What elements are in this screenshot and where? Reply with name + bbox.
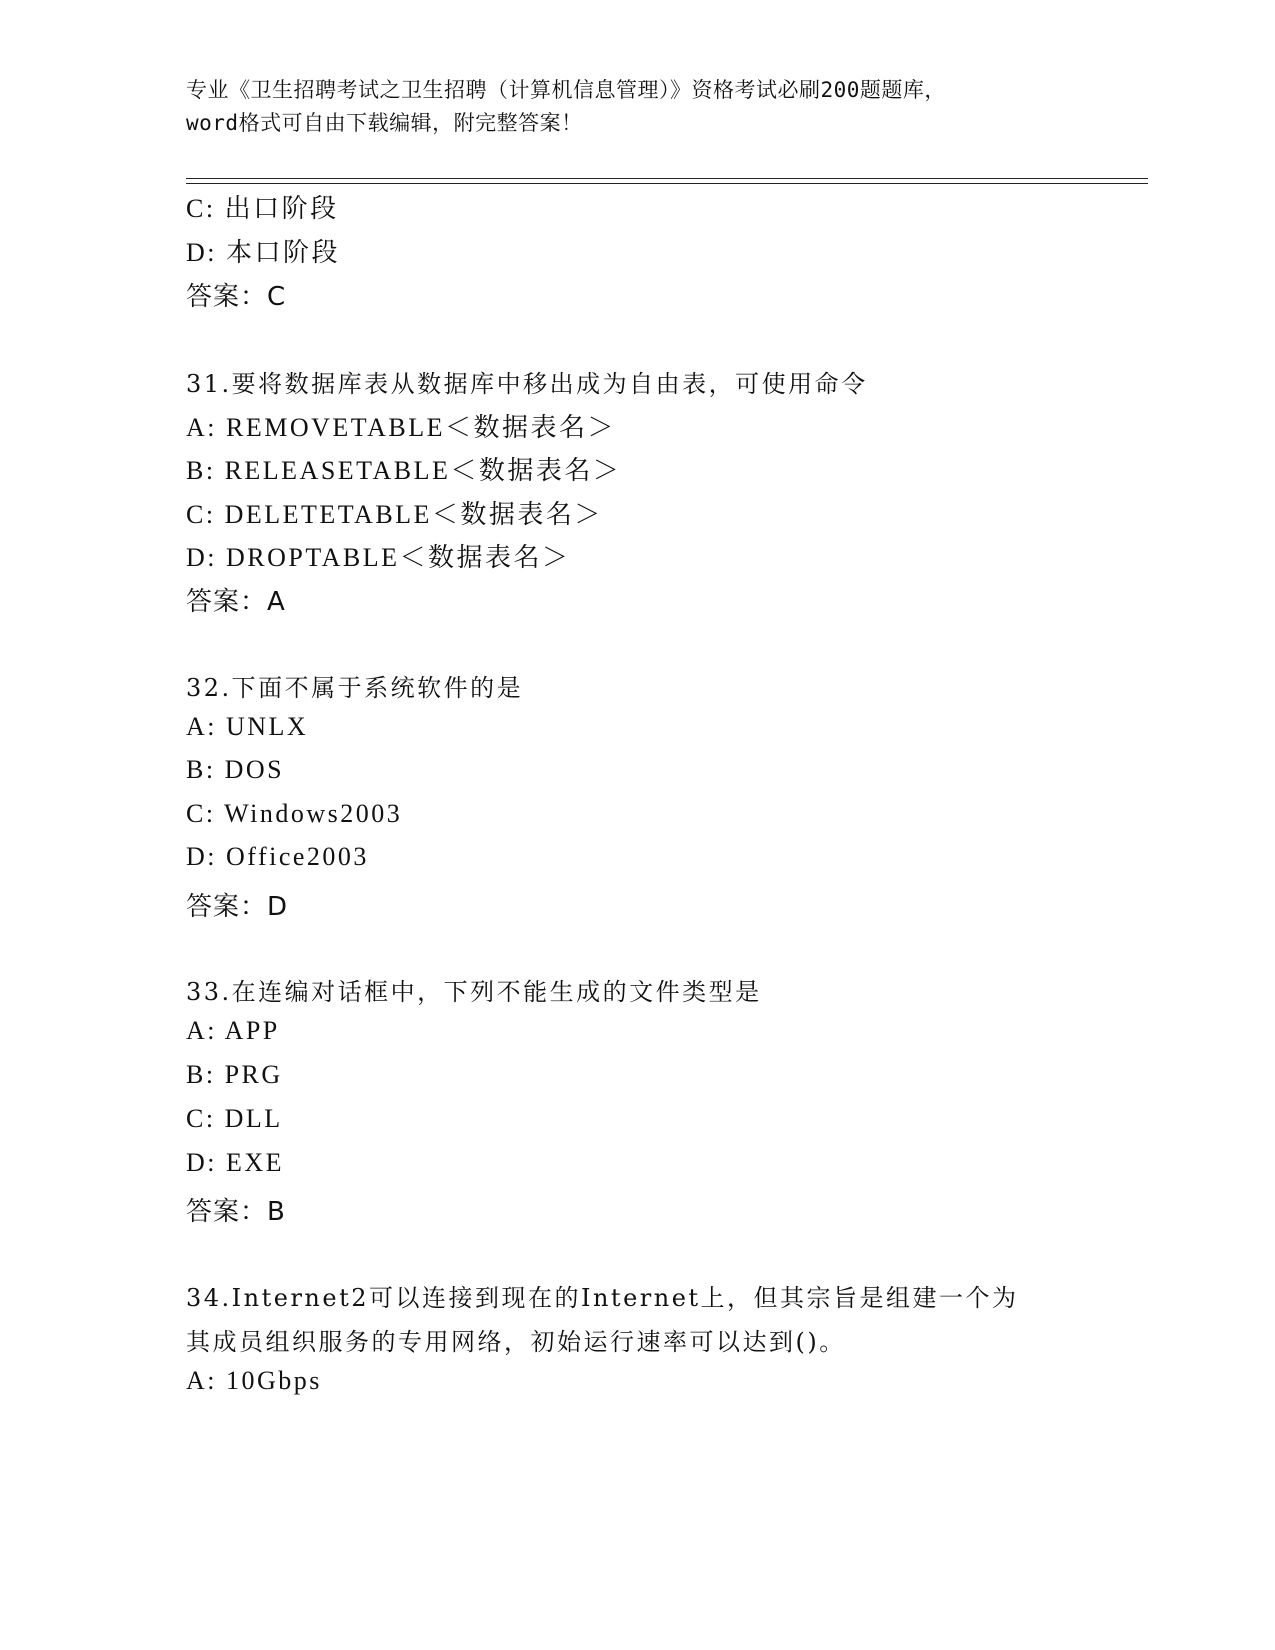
q32-option-d: D: Office2003	[186, 842, 369, 871]
q32-question: 32.下面不属于系统软件的是	[186, 674, 524, 702]
header-divider	[186, 178, 1148, 184]
q31-option-d: D: DROPTABLE＜数据表名＞	[186, 543, 571, 572]
q34-option-a: A: 10Gbps	[186, 1366, 322, 1395]
prev-option-d: D: 本口阶段	[186, 238, 341, 267]
q33-option-a: A: APP	[186, 1016, 280, 1045]
q31-option-a: A: REMOVETABLE＜数据表名＞	[186, 413, 616, 442]
q31-option-c: C: DELETETABLE＜数据表名＞	[186, 500, 603, 529]
q33-question: 33.在连编对话框中，下列不能生成的文件类型是	[186, 978, 762, 1006]
q33-option-b: B: PRG	[186, 1060, 283, 1089]
q32-option-c: C: Windows2003	[186, 799, 403, 828]
page-header	[186, 74, 1066, 140]
q31-answer: 答案：A	[186, 587, 286, 617]
q34-question-line-1: 34.Internet2可以连接到现在的Internet上，但其宗旨是组建一个为	[186, 1284, 1019, 1312]
q33-option-d: D: EXE	[186, 1148, 285, 1177]
prev-answer: 答案：C	[186, 282, 287, 312]
q31-option-b: B: RELEASETABLE＜数据表名＞	[186, 456, 622, 485]
header-title-line-1: 专业《卫生招聘考试之卫生招聘（计算机信息管理）》资格考试必刷200题题库，	[186, 78, 946, 102]
q32-answer: 答案：D	[186, 892, 289, 922]
q32-option-a: A: UNLX	[186, 712, 309, 741]
q32-option-b: B: DOS	[186, 755, 285, 784]
q34-question-line-2: 其成员组织服务的专用网络，初始运行速率可以达到()。	[186, 1328, 846, 1356]
q33-answer: 答案：B	[186, 1197, 286, 1227]
q33-option-c: C: DLL	[186, 1104, 283, 1133]
q31-question: 31.要将数据库表从数据库中移出成为自由表，可使用命令	[186, 370, 868, 398]
prev-option-c: C: 出口阶段	[186, 194, 339, 223]
header-title-line-2: word格式可自由下载编辑，附完整答案！	[186, 111, 583, 135]
